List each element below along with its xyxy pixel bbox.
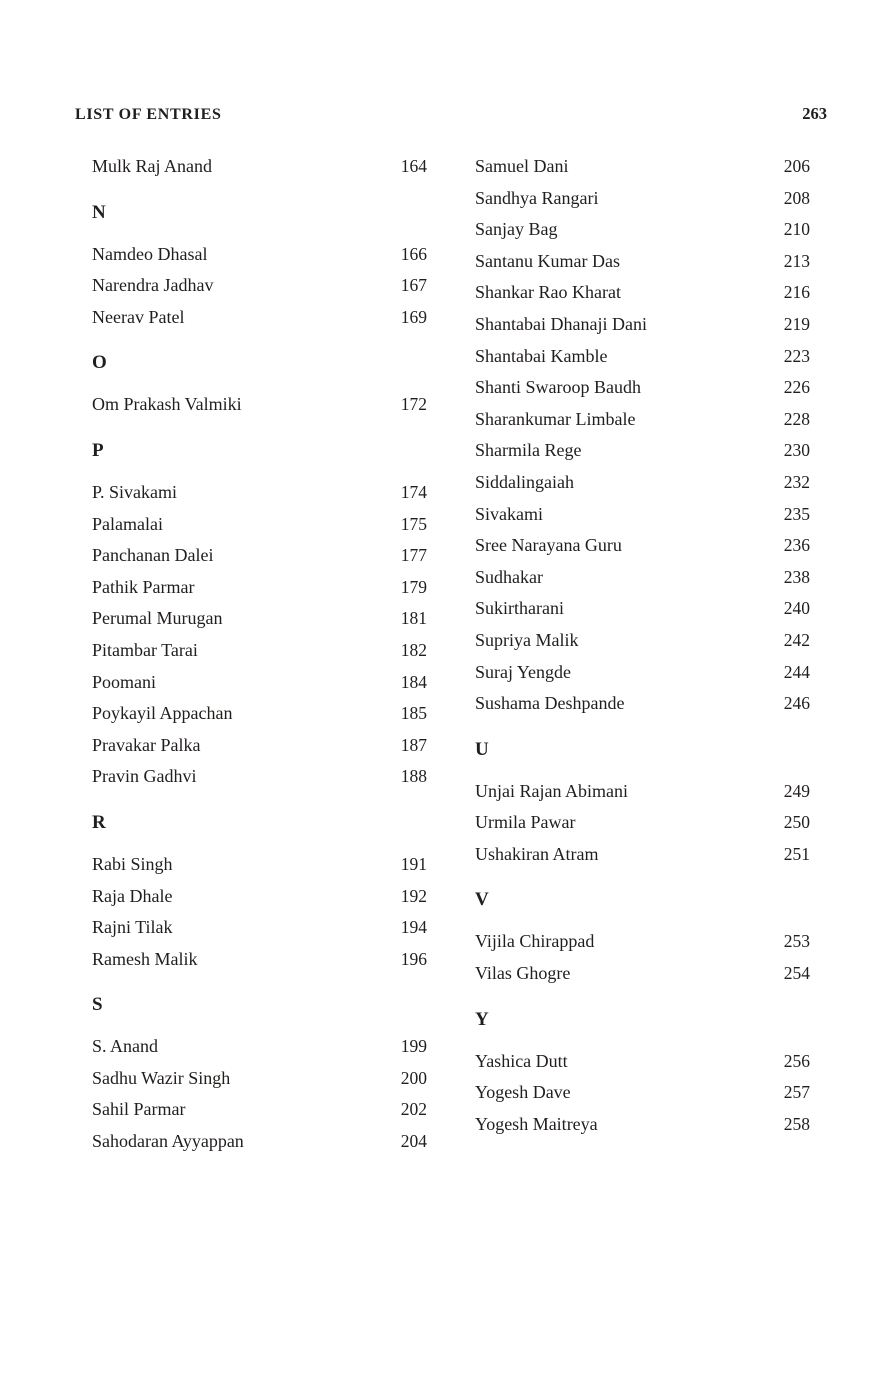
index-entry-row xyxy=(475,277,810,309)
entry-page-number: 208 xyxy=(783,187,810,208)
entry-name: P. Sivakami xyxy=(92,481,178,502)
entry-page-number: 184 xyxy=(400,671,427,692)
entry-name: Pitambar Tarai xyxy=(92,639,198,660)
page-header xyxy=(75,104,827,124)
index-entry-row xyxy=(92,1031,427,1063)
index-entry-row xyxy=(475,1077,810,1109)
index-entry-row xyxy=(475,435,810,467)
entry-name: Narendra Jadhav xyxy=(92,275,214,296)
index-entry-row xyxy=(475,807,810,839)
index-entry-row xyxy=(92,667,427,699)
index-entry-row xyxy=(92,761,427,793)
section-letter-heading: O xyxy=(92,352,107,374)
entry-name: S. Anand xyxy=(92,1036,159,1057)
index-entry-row xyxy=(92,1094,427,1126)
index-entry-row xyxy=(475,958,810,990)
index-columns xyxy=(92,151,810,1158)
entry-name: Urmila Pawar xyxy=(475,812,576,833)
section-letter-heading: R xyxy=(92,811,106,833)
index-entry-row xyxy=(475,926,810,958)
entry-name: Vijila Chirappad xyxy=(475,931,595,952)
index-entry-row xyxy=(92,849,427,881)
index-entry-row xyxy=(92,603,427,635)
section-letter-heading: V xyxy=(475,889,489,911)
index-entry-row xyxy=(475,372,810,404)
index-entry-row xyxy=(475,562,810,594)
entry-name: Rajni Tilak xyxy=(92,917,173,938)
entry-page-number: 174 xyxy=(400,481,427,502)
running-head-title: LIST OF ENTRIES xyxy=(75,106,222,123)
index-entry-row xyxy=(92,881,427,913)
section-letter-heading: N xyxy=(92,201,106,223)
index-column-left xyxy=(92,151,427,1158)
entry-name: Siddalingaiah xyxy=(475,471,574,492)
entry-page-number: 236 xyxy=(783,535,810,556)
entry-name: Yogesh Dave xyxy=(475,1082,571,1103)
index-entry-row xyxy=(92,1126,427,1158)
entry-name: Namdeo Dhasal xyxy=(92,243,208,264)
index-entry-row xyxy=(475,839,810,871)
entry-page-number: 223 xyxy=(783,345,810,366)
index-entry-row xyxy=(475,246,810,278)
entry-name: Shankar Rao Kharat xyxy=(475,282,621,303)
entry-page-number: 210 xyxy=(783,219,810,240)
entry-page-number: 204 xyxy=(400,1131,427,1152)
entry-page-number: 185 xyxy=(400,703,427,724)
entry-page-number: 230 xyxy=(783,440,810,461)
entry-page-number: 256 xyxy=(783,1050,810,1071)
entry-page-number: 179 xyxy=(400,576,427,597)
entry-page-number: 216 xyxy=(783,282,810,303)
entry-name: Sukirtharani xyxy=(475,598,564,619)
entry-name: Supriya Malik xyxy=(475,629,579,650)
entry-name: Neerav Patel xyxy=(92,306,185,327)
entry-page-number: 172 xyxy=(400,394,427,415)
index-entry-row xyxy=(475,593,810,625)
entry-page-number: 182 xyxy=(400,639,427,660)
index-entry-row xyxy=(475,404,810,436)
entry-name: Om Prakash Valmiki xyxy=(92,394,242,415)
index-entry-row xyxy=(92,635,427,667)
entry-name: Suraj Yengde xyxy=(475,661,572,682)
entry-name: Yogesh Maitreya xyxy=(475,1113,598,1134)
entry-name: Samuel Dani xyxy=(475,156,569,176)
entry-page-number: 206 xyxy=(783,156,810,176)
index-entry-row xyxy=(92,477,427,509)
index-entry-row xyxy=(92,302,427,334)
entry-page-number: 196 xyxy=(400,948,427,969)
entry-page-number: 249 xyxy=(783,780,810,801)
entry-page-number: 254 xyxy=(783,963,810,984)
section-letter-heading: S xyxy=(92,994,103,1016)
entry-name: Ushakiran Atram xyxy=(475,843,599,864)
index-entry-row xyxy=(475,688,810,720)
index-entry-row xyxy=(475,530,810,562)
entry-page-number: 219 xyxy=(783,313,810,334)
index-entry-row xyxy=(475,214,810,246)
entry-page-number: 238 xyxy=(783,566,810,587)
entry-name: Shanti Swaroop Baudh xyxy=(475,377,641,398)
entry-page-number: 251 xyxy=(783,843,810,864)
entry-page-number: 202 xyxy=(400,1099,427,1120)
entry-page-number: 191 xyxy=(400,853,427,874)
entry-name: Ramesh Malik xyxy=(92,948,198,969)
entry-page-number: 258 xyxy=(783,1113,810,1134)
section-letter-heading: P xyxy=(92,439,104,461)
entry-page-number: 226 xyxy=(783,377,810,398)
entry-page-number: 253 xyxy=(783,931,810,952)
entry-page-number: 192 xyxy=(400,885,427,906)
entry-name: Poomani xyxy=(92,671,157,692)
entry-name: Sahil Parmar xyxy=(92,1099,186,1120)
index-entry-row xyxy=(92,540,427,572)
index-column-right xyxy=(475,151,810,1140)
index-entry-row xyxy=(92,1063,427,1095)
entry-name: Palamalai xyxy=(92,513,163,534)
entry-page-number: 199 xyxy=(400,1036,427,1057)
section-letter-heading: Y xyxy=(475,1008,489,1030)
entry-name: Poykayil Appachan xyxy=(92,703,233,724)
index-entry-row xyxy=(92,572,427,604)
entry-page-number: 187 xyxy=(400,734,427,755)
entry-name: Sushama Deshpande xyxy=(475,693,625,714)
index-entry-row xyxy=(92,698,427,730)
entry-name: Rabi Singh xyxy=(92,853,173,874)
entry-page-number: 213 xyxy=(783,250,810,271)
entry-page-number: 188 xyxy=(400,766,427,787)
entry-name: Santanu Kumar Das xyxy=(475,250,620,271)
entry-page-number: 228 xyxy=(783,408,810,429)
index-entry-row xyxy=(92,509,427,541)
entry-name: Pravin Gadhvi xyxy=(92,766,197,787)
entry-page-number: 240 xyxy=(783,598,810,619)
entry-name: Sharankumar Limbale xyxy=(475,408,636,429)
entry-name: Pravakar Palka xyxy=(92,734,201,755)
entry-page-number: 235 xyxy=(783,503,810,524)
entry-name: Yashica Dutt xyxy=(475,1050,568,1071)
entry-page-number: 181 xyxy=(400,608,427,629)
entry-name: Sandhya Rangari xyxy=(475,187,599,208)
index-entry-row xyxy=(475,625,810,657)
entry-name: Sharmila Rege xyxy=(475,440,582,461)
entry-page-number: 242 xyxy=(783,629,810,650)
entry-name: Shantabai Kamble xyxy=(475,345,608,366)
index-entry-row xyxy=(475,1046,810,1078)
index-entry-row xyxy=(92,944,427,976)
book-index-page xyxy=(0,104,886,1374)
page-number-folio: 263 xyxy=(802,104,827,123)
entry-page-number: 257 xyxy=(783,1082,810,1103)
entry-page-number: 166 xyxy=(400,243,427,264)
entry-page-number: 167 xyxy=(400,275,427,296)
entry-name: Mulk Raj Anand xyxy=(92,156,212,176)
index-entry-row xyxy=(475,499,810,531)
index-entry-row xyxy=(475,467,810,499)
index-entry-row xyxy=(475,183,810,215)
entry-name: Unjai Rajan Abimani xyxy=(475,780,628,801)
index-entry-row xyxy=(92,270,427,302)
entry-page-number: 244 xyxy=(783,661,810,682)
entry-name: Sadhu Wazir Singh xyxy=(92,1067,231,1088)
entry-page-number: 175 xyxy=(400,513,427,534)
entry-page-number: 177 xyxy=(400,545,427,566)
index-entry-row xyxy=(92,389,427,421)
entry-name: Sivakami xyxy=(475,503,543,524)
index-entry-row xyxy=(475,151,810,183)
section-letter-heading: U xyxy=(475,738,489,760)
entry-page-number: 164 xyxy=(400,156,427,176)
entry-name: Sahodaran Ayyappan xyxy=(92,1131,244,1152)
entry-page-number: 232 xyxy=(783,471,810,492)
entry-name: Sudhakar xyxy=(475,566,543,587)
entry-name: Sree Narayana Guru xyxy=(475,535,622,556)
entry-page-number: 200 xyxy=(400,1067,427,1088)
entry-name: Pathik Parmar xyxy=(92,576,195,597)
entry-page-number: 246 xyxy=(783,693,810,714)
index-entry-row xyxy=(475,309,810,341)
index-entry-row xyxy=(475,776,810,808)
index-entry-row xyxy=(92,730,427,762)
index-entry-row xyxy=(92,239,427,271)
index-entry-row xyxy=(475,657,810,689)
entry-name: Vilas Ghogre xyxy=(475,963,571,984)
entry-name: Perumal Murugan xyxy=(92,608,223,629)
entry-page-number: 250 xyxy=(783,812,810,833)
entry-page-number: 169 xyxy=(400,306,427,327)
entry-name: Shantabai Dhanaji Dani xyxy=(475,313,647,334)
index-entry-row xyxy=(475,341,810,373)
entry-name: Panchanan Dalei xyxy=(92,545,214,566)
index-entry-row xyxy=(92,912,427,944)
index-entry-row xyxy=(475,1109,810,1141)
index-entry-row xyxy=(92,151,427,183)
entry-page-number: 194 xyxy=(400,917,427,938)
entry-name: Sanjay Bag xyxy=(475,219,558,240)
entry-name: Raja Dhale xyxy=(92,885,173,906)
